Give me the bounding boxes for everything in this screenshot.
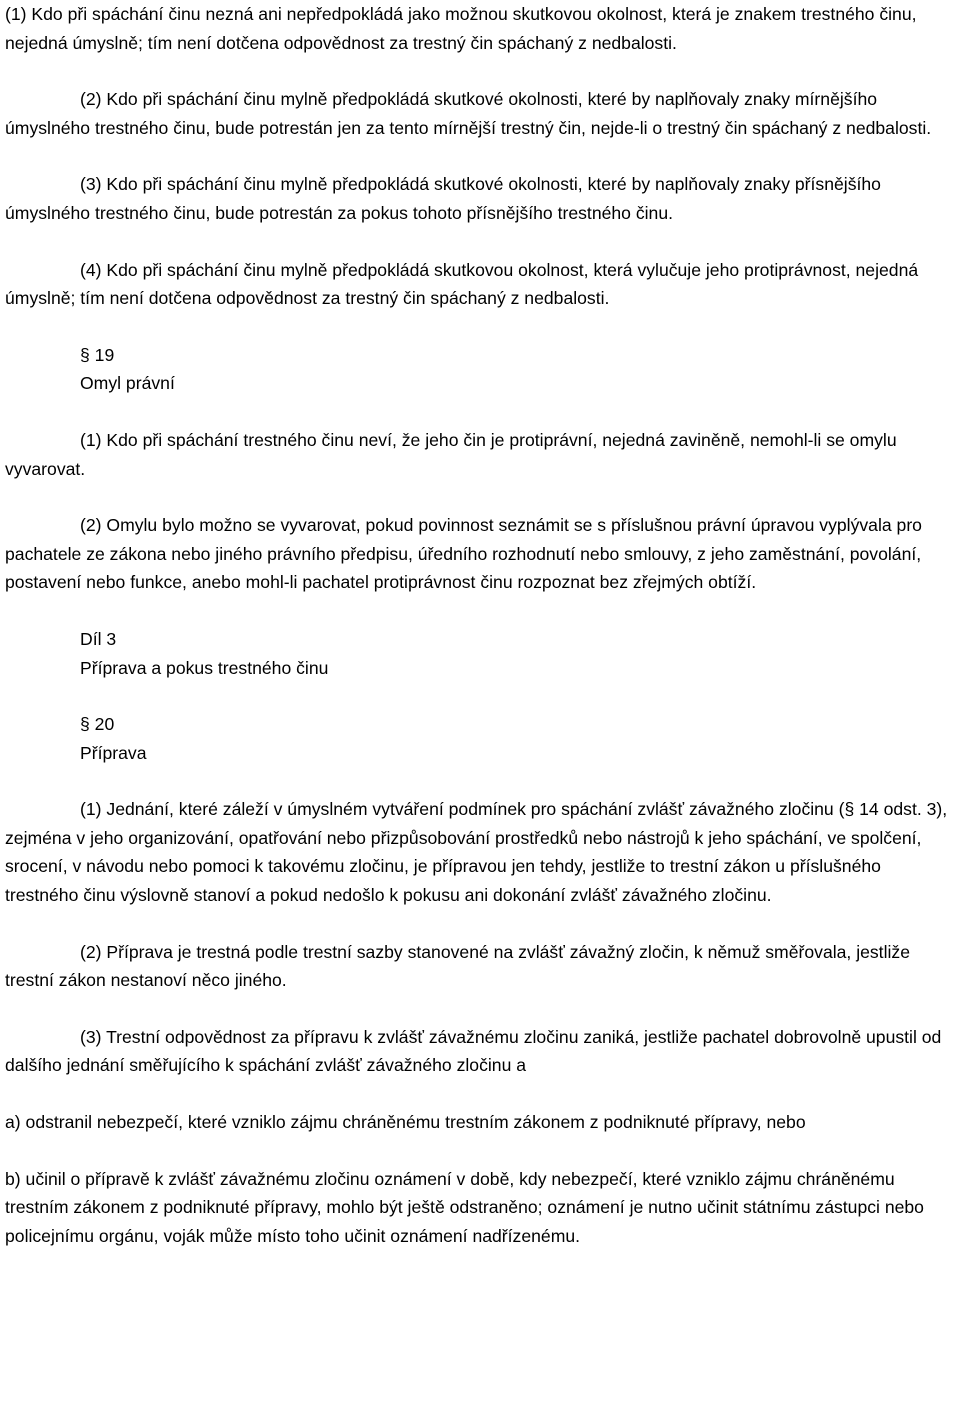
paragraph-20-3: (3) Trestní odpovědnost za přípravu k zvlášť závažnému zločinu zaniká, jestliže pachatel dobrovolně upustil od dalšího jednání směřujícího k spáchání zvlášť závažného zločinu a — [5, 1026, 942, 1076]
part-heading-3 — [5, 625, 958, 682]
spacer — [5, 995, 958, 1023]
paragraph-20-2: (2) Příprava je trestná podle trestní sazby stanovené na zvlášť závažný zločin, k němuž směřovala, jestliže trestní zákon nestanoví něco jiného. — [5, 941, 910, 991]
section-heading-19 — [5, 341, 958, 398]
spacer — [5, 767, 958, 795]
spacer — [5, 398, 958, 426]
spacer — [5, 1080, 958, 1108]
spacer — [5, 1137, 958, 1165]
spacer — [5, 597, 958, 625]
spacer — [5, 142, 958, 170]
spacer — [5, 483, 958, 511]
list-item-a: a) odstranil nebezpečí, které vzniklo zájmu chráněnému trestním zákonem z podniknuté přípravy, nebo — [5, 1112, 806, 1133]
section-heading-20 — [5, 710, 958, 767]
section-title: Omyl právní — [80, 373, 175, 394]
paragraph-18-3: (3) Kdo při spáchání činu mylně předpokládá skutkové okolnosti, které by naplňovaly znaky přísnějšího úmyslného trestného činu, bude potrestán za pokus tohoto přísnějšího trestného činu. — [5, 174, 881, 223]
spacer — [5, 910, 958, 938]
paragraph-20-1: (1) Jednání, které záleží v úmyslném vytváření podmínek pro spáchání zvlášť závažného zločinu (§ 14 odst. 3), zejména v jeho organizování, opatřování nebo přizpůsobování prostředků nebo nástrojů k jeho spáchání, ve spolčení, srocení, v návodu nebo pomoci k takovému zločinu, je přípravou jen tehdy, jestliže to trestní zákon u příslušného trestného činu výslovně stanoví a pokud nedošlo k pokusu ani dokonání zvlášť závažného zločinu. — [5, 799, 948, 906]
section-number: § 19 — [80, 344, 115, 365]
list-item-b: b) učinil o přípravě k zvlášť závažnému zločinu oznámení v době, kdy nebezpečí, které vzniklo zájmu chráněnému trestním zákonem z podniknuté přípravy, mohlo být ještě odstraněno; oznámení je nutno učinit státnímu zástupci nebo policejnímu orgánu, voják může místo toho učinit oznámení nadřízenému. — [5, 1168, 924, 1246]
section-title: Příprava — [80, 742, 147, 763]
paragraph-18-2: (2) Kdo při spáchání činu mylně předpokládá skutkové okolnosti, které by naplňovaly znaky mírnějšího úmyslného trestného činu, bude potrestán jen za tento mírnější trestný čin, nejde-li o trestný čin spáchaný z nedbalosti. — [5, 89, 932, 138]
document-page — [5, 0, 958, 1250]
spacer — [5, 682, 958, 710]
spacer — [5, 57, 958, 85]
section-number: § 20 — [80, 714, 115, 735]
part-title: Příprava a pokus trestného činu — [80, 657, 329, 678]
part-number: Díl 3 — [80, 628, 117, 649]
spacer — [5, 228, 958, 256]
paragraph-19-2: (2) Omylu bylo možno se vyvarovat, pokud povinnost seznámit se s příslušnou právní úpravou vyplývala pro pachatele ze zákona nebo jiného právního předpisu, úředního rozhodnutí nebo smlouvy, z jeho zaměstnání, povolání, postavení nebo funkce, anebo mohl-li pachatel protiprávnost činu rozpoznat bez zřejmých obtíží. — [5, 515, 922, 593]
spacer — [5, 313, 958, 341]
paragraph-18-4: (4) Kdo při spáchání činu mylně předpokládá skutkovou okolnost, která vylučuje jeho protiprávnost, nejedná úmyslně; tím není dotčena odpovědnost za trestný čin spáchaný z nedbalosti. — [5, 259, 919, 309]
paragraph-19-1: (1) Kdo při spáchání trestného činu neví, že jeho čin je protiprávní, nejedná zaviněně, nemohl-li se omylu vyvarovat. — [5, 429, 897, 479]
paragraph-18-1: (1) Kdo při spáchání činu nezná ani nepředpokládá jako možnou skutkovou okolnost, která je znakem trestného činu, nejedná úmyslně; tím není dotčena odpovědnost za trestný čin spáchaný z nedbalosti. — [5, 4, 917, 53]
